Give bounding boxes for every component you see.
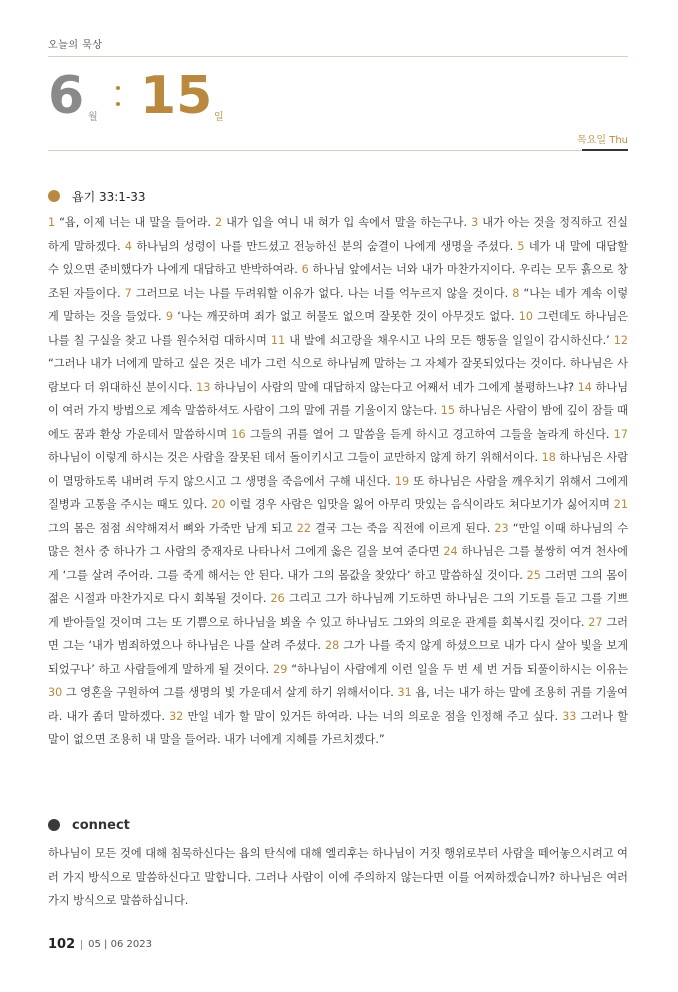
verse-text: 하나님이 여러 가지 방법으로 계속 말씀하셔도 사람이 그의 말에 귀를 기울이지 않는다.: [48, 380, 628, 417]
verse-number: 5: [517, 239, 525, 253]
verse-text: 그가 나를 죽지 않게 하셨으므로 내가 다시 살아 빛을 보게 되었구나’ 하고 사람들에게 말하게 될 것이다.: [48, 639, 629, 676]
month-unit: 월: [88, 112, 98, 123]
verse-number: 22: [296, 521, 311, 535]
verse-number: 29: [273, 662, 288, 676]
header-label: 오늘의 묵상: [48, 40, 103, 51]
connect-title: connect: [72, 817, 130, 833]
verse-text: 그 영혼을 구원하여 그를 생명의 빛 가운데서 살게 하기 위해서이다.: [65, 686, 394, 699]
verse-text: 만일 네가 할 말이 있거든 하여라. 나는 너의 의로운 점을 인정해 주고 싶다.: [187, 709, 559, 723]
verse-text: 그런데도 하나님은 나를 칠 구실을 찾고 나를 원수처럼 대하시며: [48, 310, 628, 347]
verse-text: 하나님의 성령이 나를 만드셨고 전능하신 분의 숨결이 나에게 생명을 주셨다.: [136, 239, 514, 253]
verse-number: 6: [301, 263, 309, 276]
verse-number: 25: [526, 568, 541, 582]
verse-number: 26: [270, 592, 285, 605]
verse-number: 2: [215, 216, 223, 229]
verse-number: 3: [471, 216, 479, 229]
verse-number: 20: [211, 498, 226, 511]
date-rule: [48, 150, 582, 151]
verse-number: 16: [231, 427, 246, 441]
issue-label: 05 | 06 2023: [88, 939, 152, 950]
verse-number: 24: [443, 545, 458, 558]
verse-number: 28: [325, 639, 340, 652]
footer: [48, 937, 152, 952]
verse-number: 12: [613, 333, 629, 347]
day-unit: 일: [214, 112, 224, 123]
scripture-header: [48, 188, 146, 204]
verse-number: 19: [394, 474, 410, 488]
weekday: 목요일 Thu: [577, 135, 628, 146]
verse-text: 욥, 너는 내가 하는 말에 조용히 귀를 기울여라. 내가 좀더 말하겠다.: [48, 686, 628, 723]
verse-text: 하나님은 사람이 멸망하도록 내버려 두지 않으시고 그 생명을 죽음에서 구해 내신다.: [48, 451, 629, 488]
verse-text: 그러나 할 말이 없으면 조용히 내 말을 들어라. 내가 너에게 지혜를 가르치겠다.”: [48, 709, 629, 746]
scripture-passage: [48, 211, 628, 752]
verse-number: 9: [165, 310, 173, 323]
verse-number: 14: [577, 380, 592, 394]
verse-number: 7: [124, 286, 132, 300]
verse-number: 27: [588, 615, 603, 629]
verse-number: 21: [613, 498, 629, 511]
day-number: 15: [140, 66, 213, 126]
verse-number: 23: [494, 521, 509, 535]
verse-text: 하나님이 이렇게 하시는 것은 사람을 잘못된 데서 돌이키시고 그들이 교만하지 않게 하기 위해서이다.: [48, 451, 539, 464]
verse-text: 그러면 그는 ‘내가 범죄하였으나 하나님은 나를 살려 주셨다.: [48, 615, 628, 652]
header-rule: [48, 56, 628, 57]
verse-number: 32: [169, 709, 184, 723]
verse-number: 17: [613, 427, 629, 441]
date-display: [48, 68, 348, 128]
verse-number: 30: [48, 686, 63, 699]
verse-text: 결국 그는 죽음 직전에 이르게 된다.: [315, 521, 491, 535]
verse-text: 내가 아는 것을 정직하고 진실하게 말하겠다.: [48, 216, 628, 253]
verse-text: “만일 이때 하나님의 수많은 천사 중 하나가 그 사람의 중재자로 나타나서 그에게 옳은 길을 보여 준다면: [48, 521, 628, 558]
weekday-underline: [582, 149, 628, 151]
verse-text: 그들의 귀를 열어 그 말씀을 듣게 하시고 경고하여 그들을 놀라게 하신다.: [249, 427, 610, 441]
verse-number: 10: [518, 310, 534, 323]
footer-separator: [81, 940, 82, 950]
verse-text: 그러므로 너는 나를 두려워할 이유가 없다. 나는 너를 억누르지 않을 것이다.: [135, 286, 509, 300]
month-number: 6: [48, 66, 85, 126]
verse-number: 15: [440, 404, 455, 417]
verse-number: 4: [124, 239, 133, 253]
verse-text: 하나님은 사람이 밤에 깊이 잠들 때에도 꿈과 환상 가운데서 말씀하시며: [48, 404, 628, 441]
verse-number: 31: [397, 686, 412, 699]
verse-text: 그러면 그의 몸이 젊은 시절과 마찬가지로 다시 회복될 것이다.: [48, 568, 628, 605]
connect-header: [48, 817, 130, 833]
page-number: 102: [48, 937, 76, 952]
verse-text: “욥, 이제 너는 내 말을 들어라.: [59, 216, 211, 229]
date-colon: [116, 80, 122, 110]
verse-text: “하나님이 사람에게 이런 일을 두 번 세 번 거듭 되풀이하시는 이유는: [291, 662, 628, 676]
verse-text: “나는 네가 계속 이렇게 말하는 것을 들었다.: [48, 286, 629, 323]
verse-text: “그러나 내가 너에게 말하고 싶은 것은 네가 그런 식으로 하나님께 말하는 그 자체가 잘못되었다는 것이다. 하나님은 사람보다 더 위대하신 분이시다.: [48, 357, 628, 394]
verse-text: 하나님은 그를 불쌍히 여겨 천사에게 ‘그를 살려 주어라. 그를 죽게 해서는 안 된다. 내가 그의 몸값을 찾았다’ 하고 말씀하실 것이다.: [48, 545, 628, 582]
verse-text: 하나님이 사람의 말에 대답하지 않는다고 어째서 네가 그에게 불평하느냐?: [214, 380, 574, 394]
verse-text: 그리고 그가 하나님께 기도하면 하나님은 그의 기도를 듣고 그를 기쁘게 받아들일 것이며 그는 또 기쁨으로 하나님을 뵈올 수 있고 하나님도 그와의 의로운 관계를 회복시킬 것이다.: [48, 592, 629, 629]
verse-text: 하나님 앞에서는 너와 내가 마찬가지이다. 우리는 모두 흙으로 창조된 자들이다.: [48, 263, 628, 300]
scripture-reference: 욥기 33:1-33: [72, 189, 146, 204]
verse-number: 13: [196, 380, 211, 394]
verse-text: 내가 입을 여니 내 혀가 입 속에서 말을 하는구나.: [226, 216, 468, 229]
verse-text: 그의 몸은 점점 쇠약해져서 뼈와 가죽만 남게 되고: [48, 521, 293, 535]
verse-number: 11: [270, 333, 286, 347]
verse-text: 이럴 경우 사람은 입맛을 잃어 아무리 맛있는 음식이라도 쳐다보기가 싫어지며: [229, 498, 610, 511]
verse-text: 또 하나님은 사람을 깨우치기 위해서 그에게 질병과 고통을 주시는 때도 있다.: [48, 474, 629, 511]
bullet-icon: [48, 819, 60, 831]
verse-number: 1: [48, 216, 56, 229]
verse-text: 네가 내 말에 대답할 수 있으면 준비했다가 나에게 대답하고 반박하여라.: [48, 239, 629, 276]
verse-text: ‘나는 깨끗하며 죄가 없고 허물도 없으며 잘못한 것이 아무것도 없다.: [177, 310, 515, 323]
verse-number: 8: [512, 286, 520, 300]
connect-body: 하나님이 모든 것에 대해 침묵하신다는 욥의 탄식에 대해 엘리후는 하나님이 거짓 행위로부터 사람을 떼어놓으시려고 여러 가지 방식으로 말씀하신다고 말합니다. 그러나 사람이 이에 주의하지 않는다면 이를 어찌하겠습니까? 하나님은 여러 가지 방식으로 말씀하십니다.: [48, 847, 628, 907]
verse-text: 내 발에 쇠고랑을 채우시고 나의 모든 행동을 일일이 감시하신다.’: [289, 333, 610, 347]
verse-number: 18: [541, 451, 556, 464]
verse-number: 33: [562, 709, 577, 723]
bullet-icon: [48, 190, 60, 202]
